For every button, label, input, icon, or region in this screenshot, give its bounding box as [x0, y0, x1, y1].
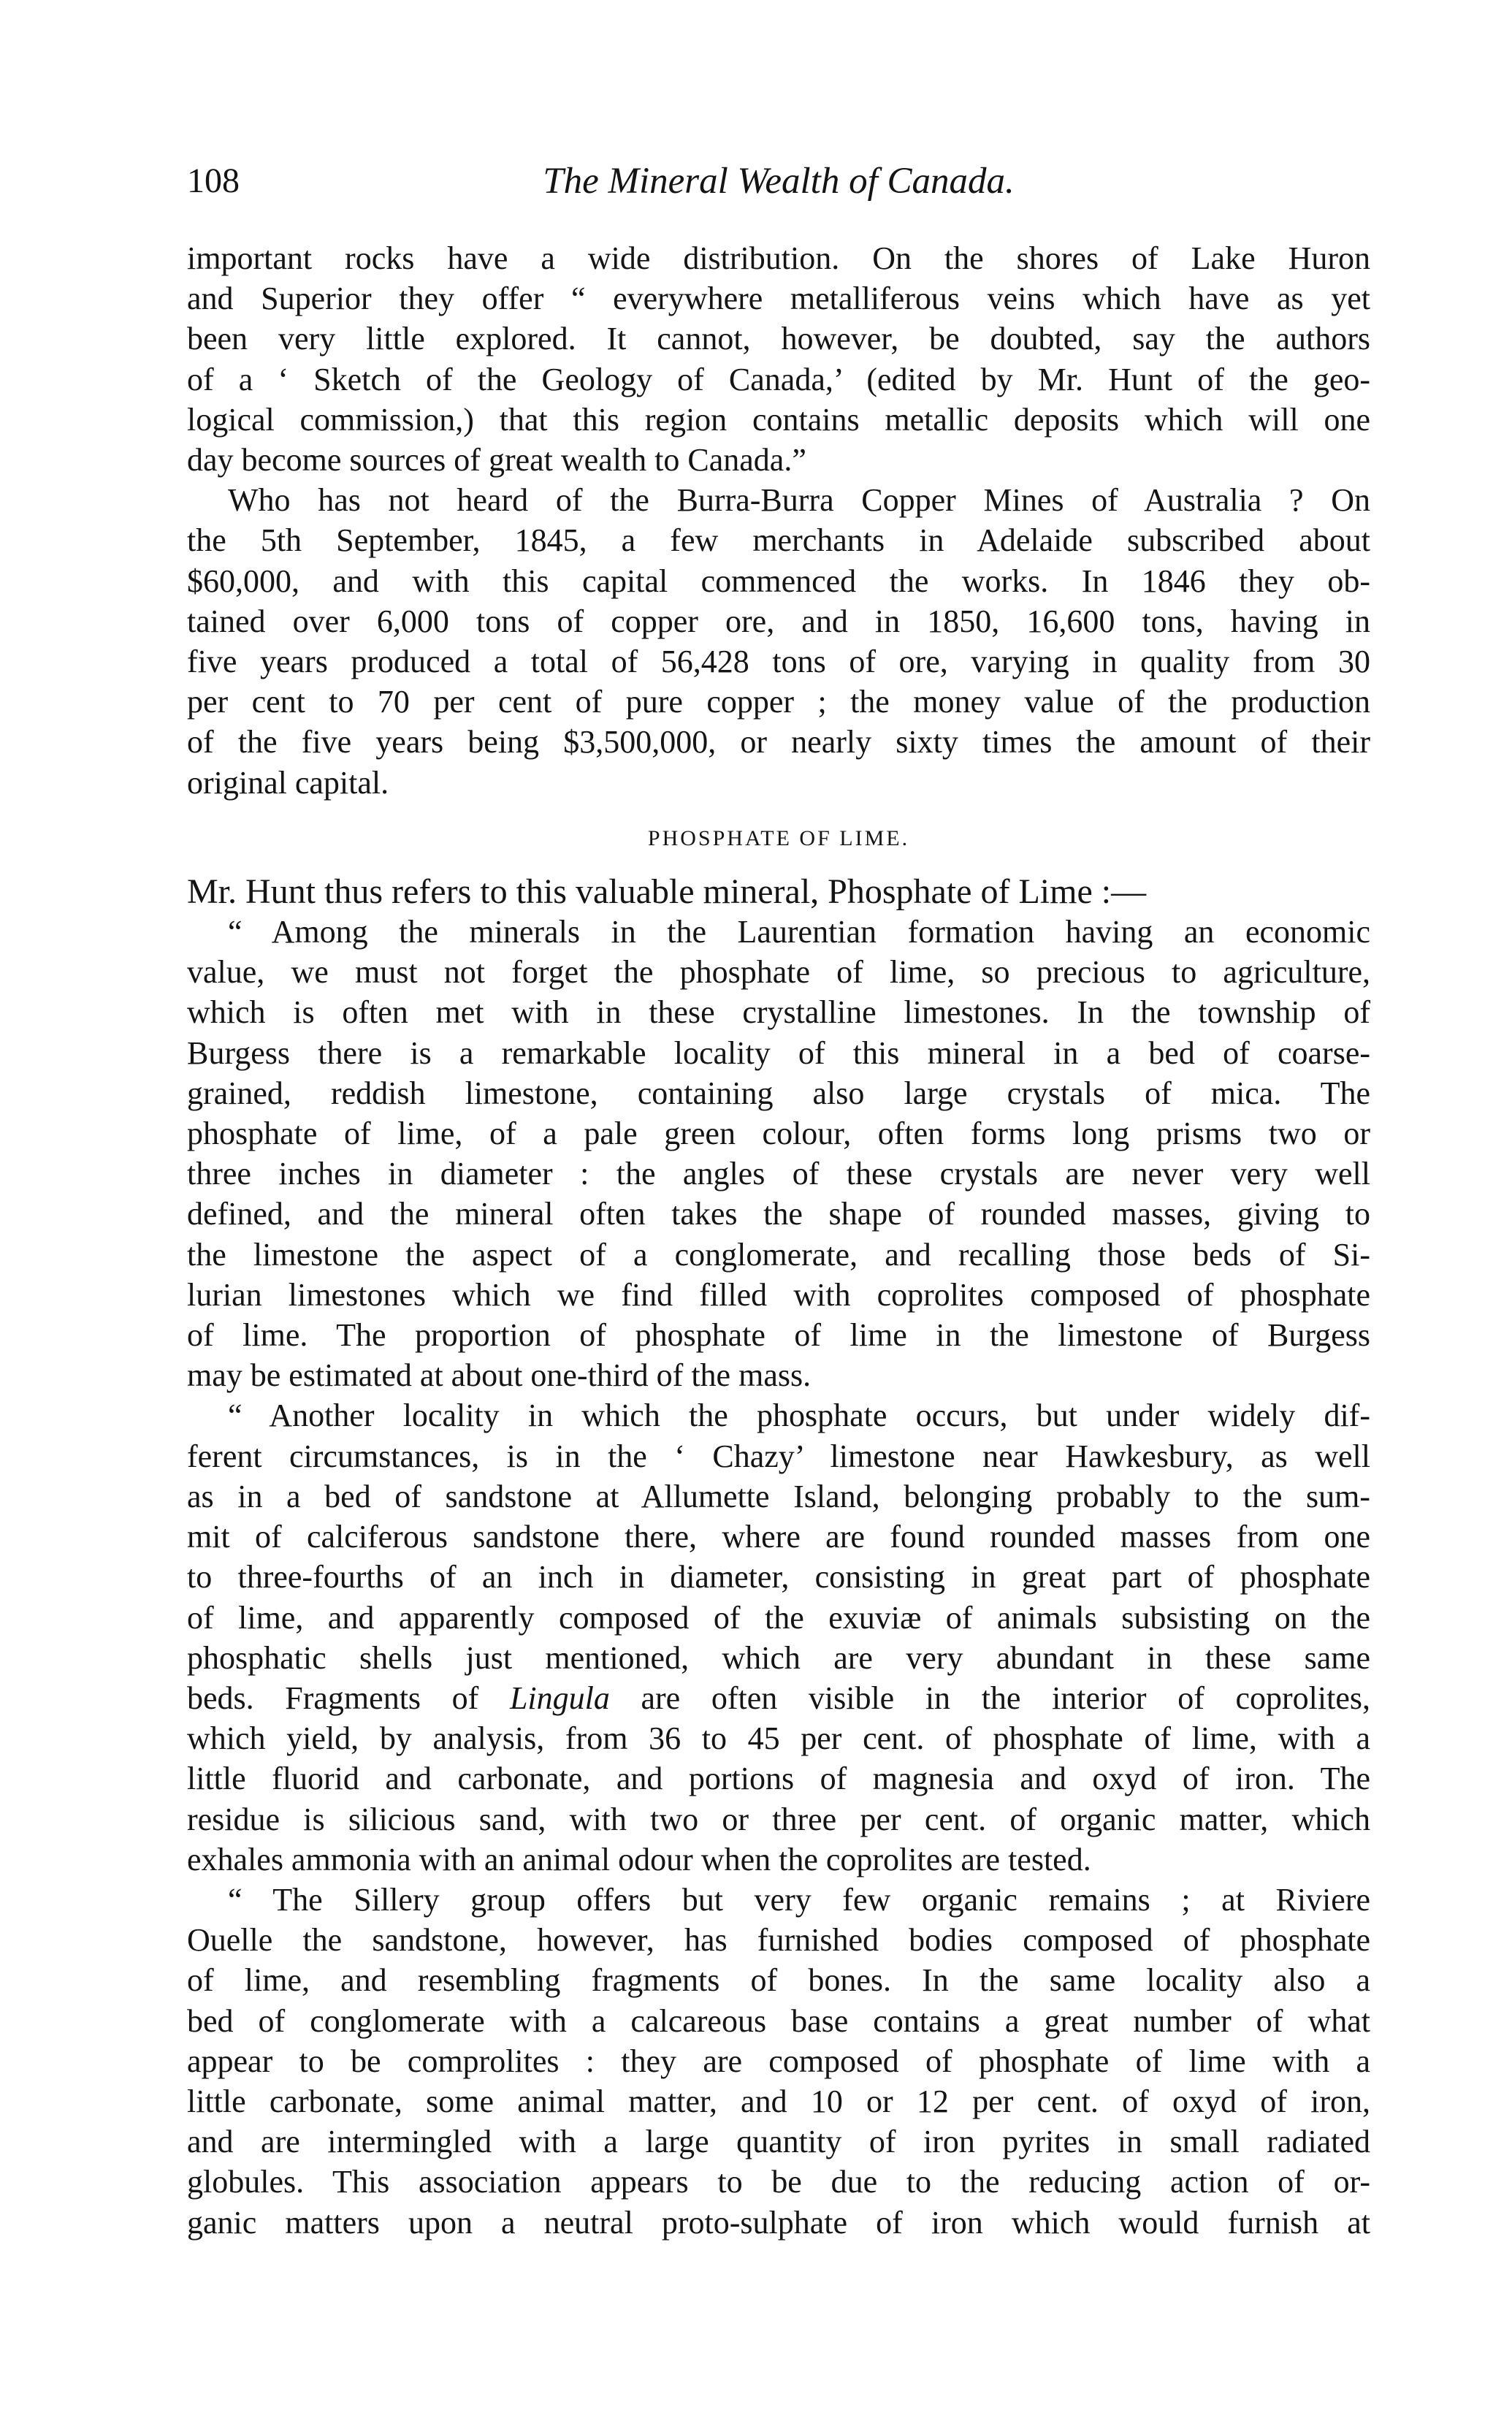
text-line: appear to be comprolites : they are composed of phosphate of lime with a [187, 2043, 1370, 2079]
text-line: “ The Sillery group offers but very few organic remains ; at Riviere [228, 1881, 1370, 1918]
text-line: ganic matters upon a neutral proto-sulphate of iron which would furnish at [187, 2204, 1370, 2241]
italic-genus-name: Lingula [509, 1680, 610, 1716]
running-head [187, 159, 1370, 212]
text-line: value, we must not forget the phosphate of lime, so precious to agriculture, [187, 954, 1370, 991]
text-line: “ Another locality in which the phosphate occurs, but under widely dif- [228, 1398, 1370, 1434]
text-line: of lime, and resembling fragments of bones. In the same locality also a [187, 1962, 1370, 1999]
paragraph-intro [187, 872, 1370, 912]
text-line: beds. Fragments of Lingula are often visible in the interior of coprolites, [187, 1680, 1370, 1716]
text-line: of lime, and apparently composed of the exuviæ of animals subsisting on the [187, 1599, 1370, 1636]
text-line: $60,000, and with this capital commenced the works. In 1846 they ob- [187, 563, 1370, 599]
paragraph-quote-hawkesbury [187, 1395, 1370, 1879]
text-line: Burgess there is a remarkable locality of this mineral in a bed of coarse- [187, 1034, 1370, 1071]
text-line: phosphate of lime, of a pale green colour, often forms long prisms two or [187, 1116, 1370, 1152]
text-line: phosphatic shells just mentioned, which are very abundant in these same [187, 1639, 1370, 1676]
text-line: lurian limestones which we find filled with coprolites composed of phosphate [187, 1276, 1370, 1313]
text-line: day become sources of great wealth to Canada.” [187, 442, 806, 479]
text-line: which is often met with in these crystalline limestones. In the township of [187, 994, 1370, 1031]
text-line: and Superior they offer “ everywhere metalliferous veins which have as yet [187, 281, 1370, 317]
text-line: tained over 6,000 tons of copper ore, and in 1850, 16,600 tons, having in [187, 603, 1370, 639]
text-line: the 5th September, 1845, a few merchants in Adelaide subscribed about [187, 522, 1370, 559]
text-line: grained, reddish limestone, containing also large crystals of mica. The [187, 1075, 1370, 1111]
text-line: been very little explored. It cannot, however, be doubted, say the authors [187, 321, 1370, 357]
text-line: little carbonate, some animal matter, and 10 or 12 per cent. of oxyd of iron, [187, 2083, 1370, 2119]
text-line: as in a bed of sandstone at Allumette Island, belonging probably to the sum- [187, 1478, 1370, 1514]
paragraph-continuation [187, 238, 1370, 480]
text-line: of the five years being $3,500,000, or nearly sixty times the amount of their [187, 724, 1370, 760]
text-line: logical commission,) that this region contains metallic deposits which will one [187, 401, 1370, 438]
text-line: little fluorid and carbonate, and portions of magnesia and oxyd of iron. The [187, 1761, 1370, 1797]
text-line: Mr. Hunt thus refers to this valuable mineral, Phosphate of Lime :— [187, 872, 1147, 911]
text-line: three inches in diameter : the angles of these crystals are never very well [187, 1156, 1370, 1192]
text-line: of a ‘ Sketch of the Geology of Canada,’ (edited by Mr. Hunt of the geo- [187, 361, 1370, 397]
text-line: original capital. [187, 764, 389, 801]
text-line: per cent to 70 per cent of pure copper ; the money value of the production [187, 684, 1370, 720]
text-line: ferent circumstances, is in the ‘ Chazy’ limestone near Hawkesbury, as well [187, 1438, 1370, 1474]
text-line: to three-fourths of an inch in diameter, consisting in great part of phosphate [187, 1559, 1370, 1595]
text-line: exhales ammonia with an animal odour when the coprolites are tested. [187, 1841, 1091, 1877]
text-line: bed of conglomerate with a calcareous base contains a great number of what [187, 2002, 1370, 2039]
page-number: 108 [187, 161, 240, 200]
text-line: globules. This association appears to be due to the reducing action of or- [187, 2164, 1370, 2200]
text-line: five years produced a total of 56,428 tons of ore, varying in quality from 30 [187, 644, 1370, 680]
text-line: important rocks have a wide distribution. On the shores of Lake Huron [187, 240, 1370, 276]
text-line: of lime. The proportion of phosphate of lime in the limestone of Burgess [187, 1317, 1370, 1354]
text-line: and are intermingled with a large quantity of iron pyrites in small radiated [187, 2124, 1370, 2160]
text-line: which yield, by analysis, from 36 to 45 per cent. of phosphate of lime, with a [187, 1720, 1370, 1757]
book-page [187, 159, 1370, 2243]
text-line: defined, and the mineral often takes the shape of rounded masses, giving to [187, 1196, 1370, 1232]
text-line: may be estimated at about one-third of the mass. [187, 1357, 812, 1394]
running-title: The Mineral Wealth of Canada. [543, 161, 1015, 202]
paragraph-quote-laurentian [187, 912, 1370, 1395]
text-line: residue is silicious sand, with two or three per cent. of organic matter, which [187, 1801, 1370, 1837]
text-line: mit of calciferous sandstone there, where are found rounded masses from one [187, 1519, 1370, 1555]
text-line: “ Among the minerals in the Laurentian formation having an economic [228, 914, 1370, 950]
text-line: the limestone the aspect of a conglomerate, and recalling those beds of Si- [187, 1236, 1370, 1273]
section-heading: PHOSPHATE OF LIME. [647, 826, 910, 850]
text-line: Ouelle the sandstone, however, has furnished bodies composed of phosphate [187, 1922, 1370, 1959]
paragraph-burra-burra [187, 480, 1370, 803]
text-line: Who has not heard of the Burra-Burra Copper Mines of Australia ? On [228, 482, 1370, 519]
paragraph-quote-sillery [187, 1880, 1370, 2243]
